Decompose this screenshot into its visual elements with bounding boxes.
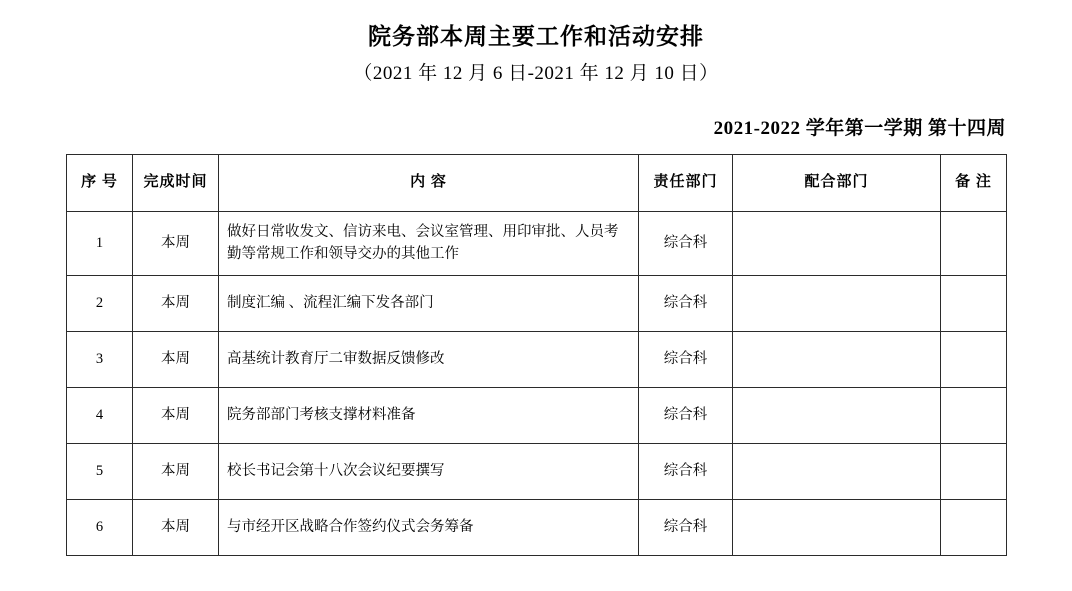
cell-no: 5 — [67, 443, 133, 499]
cell-responsible-dept: 综合科 — [639, 499, 733, 555]
date-range-subtitle: （2021 年 12 月 6 日-2021 年 12 月 10 日） — [353, 62, 719, 84]
cell-content: 做好日常收发文、信访来电、会议室管理、用印审批、人员考勤等常规工作和领导交办的其他工作 — [219, 211, 639, 275]
cell-note — [941, 499, 1007, 555]
column-header-content: 内 容 — [219, 154, 639, 211]
cell-cooperating-dept — [733, 331, 941, 387]
column-header-responsible-dept: 责任部门 — [639, 154, 733, 211]
cell-time: 本周 — [133, 275, 219, 331]
cell-note — [941, 443, 1007, 499]
cell-cooperating-dept — [733, 443, 941, 499]
cell-no: 6 — [67, 499, 133, 555]
cell-time: 本周 — [133, 211, 219, 275]
cell-cooperating-dept — [733, 275, 941, 331]
document-page — [0, 22, 1072, 591]
cell-no: 3 — [67, 331, 133, 387]
table-row — [67, 443, 1007, 499]
cell-content: 院务部部门考核支撑材料准备 — [219, 387, 639, 443]
cell-content: 与市经开区战略合作签约仪式会务筹备 — [219, 499, 639, 555]
schedule-table-wrapper — [66, 154, 1006, 556]
cell-responsible-dept: 综合科 — [639, 275, 733, 331]
column-header-note: 备 注 — [941, 154, 1007, 211]
cell-cooperating-dept — [733, 499, 941, 555]
cell-cooperating-dept — [733, 387, 941, 443]
schedule-table — [66, 154, 1007, 556]
table-body — [67, 211, 1007, 555]
table-row — [67, 331, 1007, 387]
cell-content: 高基统计教育厅二审数据反馈修改 — [219, 331, 639, 387]
cell-responsible-dept: 综合科 — [639, 211, 733, 275]
table-row — [67, 275, 1007, 331]
table-header — [67, 154, 1007, 211]
page-title: 院务部本周主要工作和活动安排 — [368, 24, 704, 49]
cell-responsible-dept: 综合科 — [639, 331, 733, 387]
cell-time: 本周 — [133, 331, 219, 387]
cell-time: 本周 — [133, 443, 219, 499]
cell-no: 2 — [67, 275, 133, 331]
cell-note — [941, 331, 1007, 387]
cell-note — [941, 275, 1007, 331]
cell-responsible-dept: 综合科 — [639, 387, 733, 443]
cell-cooperating-dept — [733, 211, 941, 275]
column-header-time: 完成时间 — [133, 154, 219, 211]
academic-term-label: 2021-2022 学年第一学期 第十四周 — [713, 117, 1006, 139]
table-row — [67, 499, 1007, 555]
cell-no: 4 — [67, 387, 133, 443]
cell-note — [941, 387, 1007, 443]
cell-content: 校长书记会第十八次会议纪要撰写 — [219, 443, 639, 499]
cell-time: 本周 — [133, 499, 219, 555]
cell-content: 制度汇编 、流程汇编下发各部门 — [219, 275, 639, 331]
column-header-cooperating-dept: 配合部门 — [733, 154, 941, 211]
table-row — [67, 211, 1007, 275]
column-header-no: 序 号 — [67, 154, 133, 211]
cell-no: 1 — [67, 211, 133, 275]
cell-note — [941, 211, 1007, 275]
cell-time: 本周 — [133, 387, 219, 443]
table-row — [67, 387, 1007, 443]
cell-responsible-dept: 综合科 — [639, 443, 733, 499]
table-header-row — [67, 154, 1007, 211]
